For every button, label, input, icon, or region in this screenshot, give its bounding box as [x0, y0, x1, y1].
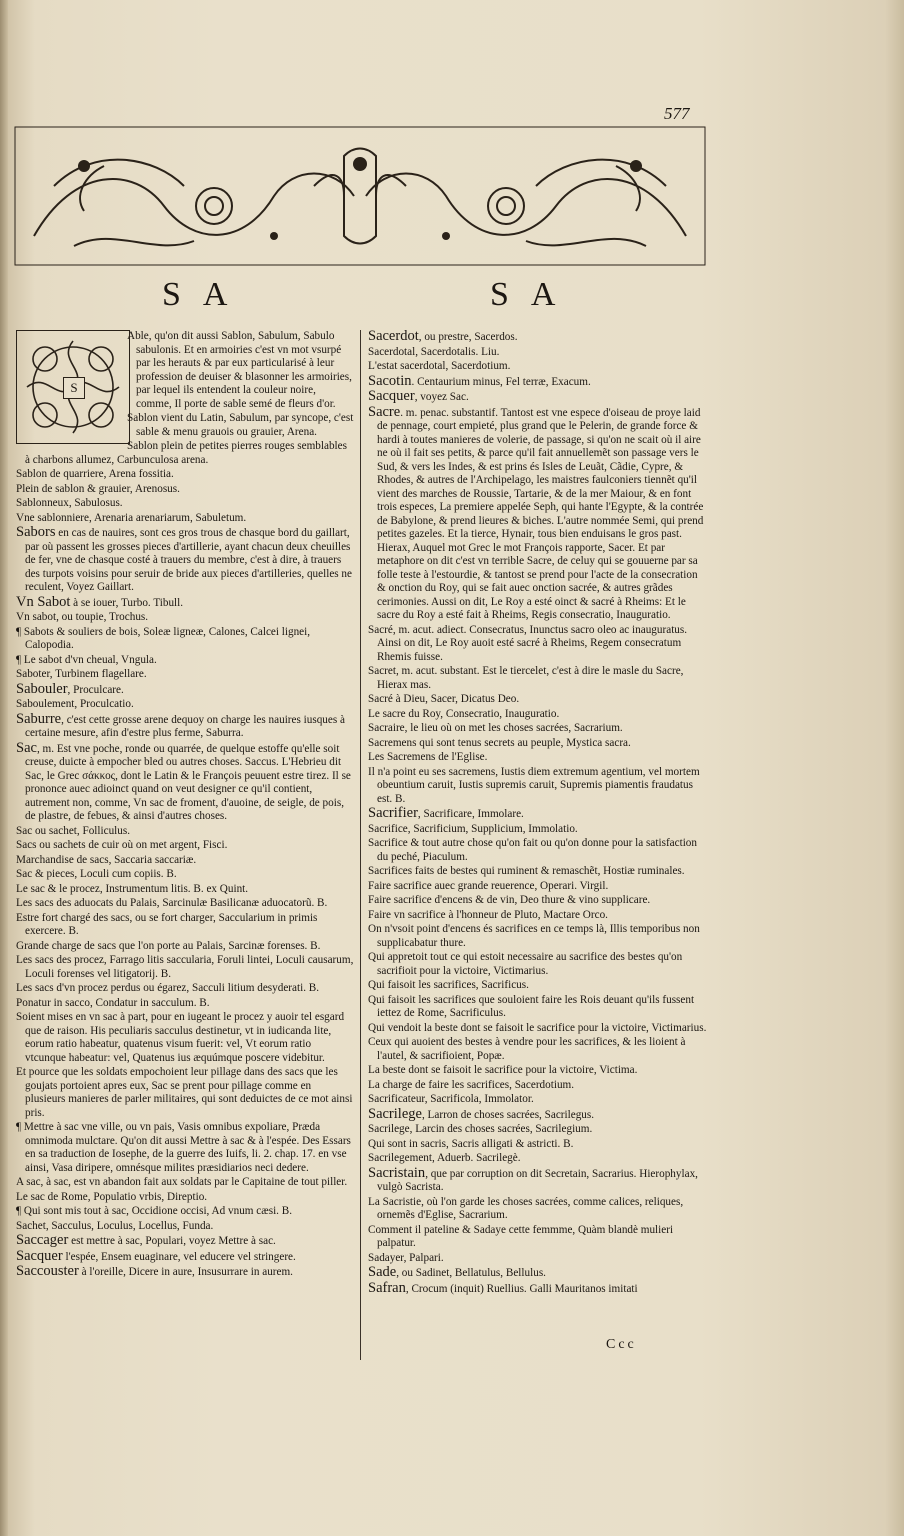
dictionary-entry [368, 693, 708, 707]
entry-text: Sacrilegement, Aduerb. Sacrilegè. [368, 1152, 521, 1164]
entry-text: Marchandise de sacs, Saccaria saccariæ. [16, 853, 197, 866]
entry-text: Sacs ou sachets de cuir où on met argent, Fisci. [16, 839, 228, 851]
entry-text: Sablon plein de petites pierres rouges semblables à charbons allumez, Carbunculosa arena. [25, 440, 347, 466]
dictionary-entry [368, 823, 708, 837]
dictionary-entry [368, 665, 708, 692]
dictionary-entry [16, 1234, 354, 1249]
dictionary-entry [16, 611, 354, 625]
entry-text: , Larron de choses sacrées, Sacrilegus. [421, 1108, 595, 1121]
dictionary-entry [368, 751, 708, 765]
entry-text: l'espée, Ensem euaginare, vel educere vel stringere. [62, 1250, 296, 1263]
entry-text: est mettre à sac, Populari, voyez Mettre à sac. [68, 1235, 276, 1247]
dictionary-entry [368, 360, 708, 374]
dictionary-entry [16, 839, 354, 853]
dictionary-entry [16, 483, 354, 497]
entry-text: Et pource que les soldats empochoient leur pillage dans des sacs que les goujats portoient apres eux, Sac se prent pour pillage comme en plusieurs manieres de parler militaires, qui sont deduictes de ce mot ainsi pris. [16, 1066, 353, 1119]
entry-text: Sac ou sachet, Folliculus. [16, 824, 131, 837]
entry-headword: Sac [16, 739, 37, 756]
entry-text: , ou Sadinet, Bellatulus, Bellulus. [396, 1267, 546, 1279]
left-column [16, 330, 354, 1281]
dictionary-entry [16, 883, 354, 897]
dictionary-entry [368, 880, 708, 894]
dictionary-entry [16, 1011, 354, 1065]
page-gutter [0, 0, 8, 1536]
dictionary-entry [368, 1036, 708, 1063]
entry-text: Qui faisoit les sacrifices, Sacrificus. [368, 979, 529, 991]
entry-text: Sac & pieces, Loculi cum copiis. B. [16, 868, 177, 880]
entry-text: Faire vn sacrifice à l'honneur de Pluto, Mactare Orco. [368, 908, 608, 921]
column-divider [360, 330, 361, 1360]
entry-text: ¶ Mettre à sac vne ville, ou vn pais, Vasis omnibus expoliare, Præda omnimoda mulctare. Qu'on dit aussi Mettre à sac & à l'espée. Des Essars en sa traduction de Iosephe, de la guerre des Iuifs, li. 2. chap. 17. en vse ainsi, Vasa diripere, omnésque milites præsidiarios neci dedere. [16, 1121, 351, 1174]
entry-text: Qui sont in sacris, Sacris alligati & astricti. B. [368, 1137, 574, 1150]
entry-headword: Sacristain [368, 1164, 426, 1181]
dictionary-entry [368, 390, 708, 405]
entry-text: Sadayer, Palpari. [368, 1251, 444, 1264]
entry-text: en cas de nauires, sont ces gros trous de chasque bord du gaillart, par où passent les grosses pieces d'artillerie, ayant chacun deux cheuilles de fer, vne de chasque costé à trauers du membre, c'est à dire, à trauers des turpots voisins pour seruir de bride aux pieces d'artilleries, quelles ne reculent, Voyez Gaillart. [25, 527, 352, 593]
dictionary-entry [368, 1022, 708, 1036]
entry-text: Sacerdotal, Sacerdotalis. Liu. [368, 345, 500, 358]
entry-text: Il n'a point eu ses sacremens, Iustis diem extremum agentium, vel mortem obeuntium caruit, Iustis supremis caruit, Supremis piamentis fraudatus est. B. [368, 765, 700, 805]
dictionary-entry [368, 1164, 708, 1195]
signature-mark: Ccc [606, 1337, 637, 1352]
entry-headword: Sacrilege [368, 1105, 422, 1122]
dictionary-entry [368, 766, 708, 807]
entry-text: Able, qu'on dit aussi Sablon, Sabulum, Sabulo sabulonis. Et en armoiries c'est vn mot vsurpé par les herauts & par eux particularisé à leur profession de deuiser & blasonner les armoiries, par lequel ils entendent la couleur noire, comme, Il porte de sable semé de fleurs d'or. [127, 330, 352, 410]
entry-text: Ponatur in sacco, Condatur in sacculum. B. [16, 996, 210, 1009]
entry-text: Plein de sablon & grauier, Arenosus. [16, 482, 180, 495]
dictionary-entry [16, 1265, 354, 1280]
entry-text: Sacrifice, Sacrificium, Supplicium, Immolatio. [368, 822, 578, 835]
dictionary-entry [16, 868, 354, 882]
dictionary-entry [368, 403, 708, 623]
dictionary-entry [16, 997, 354, 1011]
dictionary-entry [368, 894, 708, 908]
entry-text: Saboulement, Proculcatio. [16, 698, 134, 710]
dictionary-entry [368, 372, 708, 390]
dictionary-entry [16, 497, 354, 511]
column-heading-left: SA [162, 276, 250, 313]
entry-text: Les sacs d'vn procez perdus ou égarez, Sacculi litium desyderati. B. [16, 982, 320, 994]
entry-headword: Sacre [368, 403, 401, 420]
dictionary-entry [368, 837, 708, 864]
entry-text: Qui appretoit tout ce qui estoit necessaire au sacrifice des bestes qu'on sacrifioit pour la victoire, Victimarius. [368, 951, 683, 977]
dictionary-entry [16, 1066, 354, 1120]
entry-headword: Saburre [16, 710, 62, 727]
dictionary-entry [368, 1266, 708, 1281]
entry-text: à l'oreille, Dicere in aure, Insusurrare in aurem. [78, 1266, 293, 1278]
entry-text: La beste dont se faisoit le sacrifice pour la victoire, Victima. [368, 1064, 638, 1076]
entry-text: ¶ Sabots & souliers de bois, Soleæ ligneæ, Calones, Calcei lignei, Calopodia. [16, 625, 311, 651]
dictionary-entry [16, 1220, 354, 1234]
entry-headword: Sabors [16, 524, 56, 540]
entry-text: Sablonneux, Sabulosus. [16, 497, 123, 509]
dictionary-entry [16, 626, 354, 653]
entry-headword: Sacquer [368, 388, 415, 404]
dictionary-entry [368, 1138, 708, 1152]
entry-text: Ceux qui auoient des bestes à vendre pour les sacrifices, & les lioient à l'autel, & sacrifioient, Popæ. [368, 1036, 686, 1062]
entry-headword: Saccager [16, 1232, 69, 1248]
dictionary-entry [16, 912, 354, 939]
dictionary-entry [368, 330, 708, 345]
page-number: 577 [664, 104, 690, 123]
entry-text: Sablon de quarriere, Arena fossitia. [16, 468, 174, 480]
entry-text: Sachet, Sacculus, Loculus, Locellus, Funda. [16, 1219, 214, 1232]
dictionary-entry [16, 1191, 354, 1205]
entry-headword: Sacquer [16, 1247, 63, 1264]
entry-text: Les Sacremens de l'Eglise. [368, 751, 488, 763]
entry-text: Estre fort chargé des sacs, ou se fort charger, Saccularium in primis exercere. B. [16, 911, 318, 937]
dictionary-entry [16, 854, 354, 868]
entry-text: , m. Est vne poche, ronde ou quarrée, de quelque estoffe qu'elle soit creuse, duicte à empocher bled ou autres choses. Saccus. L'Hebrieu dit Sac, le Grec σάκκος, dont le Latin & le François peuuent estre tirez. Il se prononce auec adioinct quand on veut designer ce qu'il contient, autrement non, comme, Vn sac de froment, d'auoine, de seigle, de pois, de plastre, de febues, & ainsi d'autres choses. [25, 742, 351, 822]
dictionary-entry [368, 865, 708, 879]
entry-text: , ou prestre, Sacerdos. [418, 331, 518, 343]
dictionary-entry [16, 739, 354, 824]
dictionary-entry [368, 346, 708, 360]
dictionary-entry [368, 1279, 708, 1297]
entry-text: , Crocum (inquit) Ruellius. Galli Mauritanos imitati [405, 1282, 638, 1295]
entry-headword: Sabouler [16, 680, 68, 697]
entry-text: Sacret, m. acut. substant. Est le tiercelet, c'est à dire le masle du Sacre, Hierax mas. [368, 665, 684, 691]
right-column [368, 330, 708, 1297]
dictionary-entry [368, 951, 708, 978]
dictionary-entry [368, 624, 708, 665]
entry-text: Saboter, Turbinem flagellare. [16, 668, 147, 680]
dictionary-entry [16, 468, 354, 482]
column-heading-right: SA [490, 276, 578, 313]
entry-text: La charge de faire les sacrifices, Sacerdotium. [368, 1078, 575, 1091]
entry-text: Comment il pateline & Sadaye cette femmme, Quàm blandè mulieri palpatur. [368, 1223, 674, 1249]
dictionary-entry [368, 807, 708, 822]
entry-text: ¶ Qui sont mis tout à sac, Occidione occisi, Ad vnum cæsi. B. [16, 1205, 293, 1217]
entry-text: Le sacre du Roy, Consecratio, Inauguratio. [368, 707, 560, 720]
entry-text: , que par corruption on dit Secretain, Sacrarius. Hierophylax, vulgò Sacrista. [377, 1167, 698, 1193]
right-entries [368, 330, 708, 1296]
entry-text: ¶ Le sabot d'vn cheual, Vngula. [16, 653, 157, 666]
dictionary-entry [16, 440, 354, 467]
decorated-initial [16, 330, 130, 444]
left-entries [16, 330, 354, 1280]
entry-headword: Saccouster [16, 1263, 79, 1279]
dictionary-entry [368, 737, 708, 751]
dictionary-entry [368, 1123, 708, 1137]
entry-text: Qui faisoit les sacrifices que souloient faire les Rois deuant qu'ils fussent iettez de Rome, Sacrificulus. [368, 993, 695, 1019]
entry-text: Vne sablonniere, Arenaria arenariarum, Sabuletum. [16, 511, 247, 524]
dictionary-entry [16, 954, 354, 981]
dictionary-entry [16, 1247, 354, 1265]
entry-headword: Sacrifier [368, 805, 418, 821]
entry-text: Sablon vient du Latin, Sabulum, par syncope, c'est sable & menu grauois ou grauier, Arena. [127, 412, 354, 438]
dictionary-entry [16, 825, 354, 839]
dictionary-entry [16, 1205, 354, 1219]
dictionary-entry [368, 722, 708, 736]
entry-text: à se iouer, Turbo. Tibull. [70, 596, 184, 609]
entry-headword: Sacotin [368, 372, 412, 389]
entry-headword: Vn Sabot [16, 593, 71, 610]
dictionary-entry [368, 979, 708, 993]
dictionary-entry [16, 593, 354, 611]
entry-text: Faire sacrifice auec grande reuerence, Operari. Virgil. [368, 879, 609, 892]
dictionary-entry [368, 1064, 708, 1078]
dictionary-entry [16, 710, 354, 741]
entry-text: Sacré à Dieu, Sacer, Dicatus Deo. [368, 693, 520, 705]
dictionary-entry [368, 1196, 708, 1223]
entry-text: Sacrificateur, Sacrificola, Immolator. [368, 1093, 534, 1105]
dictionary-entry [368, 1152, 708, 1166]
dictionary-entry [368, 1105, 708, 1123]
entry-text: . m. penac. substantif. Tantost est vne espece d'oiseau de proye laid de pennage, court empieté, plus grand que le Pelerin, de grande force & hardi à toutes manieres de volerie, de passage, si qu'on ne scait où il aire ne où il fait ses petits, & parce qu'il fait annuellemẽt son passage vers le Sud, & vers les Indes, & est prins és Isles de Leuãt, Cãdie, Cypre, & Rhodes, & autres de l'Archipelago, les maistres faulconiers tiennẽt qu'il vient des marches de Roussie, Tartarie, & de la mer Maiour, & en font trois especes, La premiere appelée Seph, qui hante l'Egypte, & la contrée de Babylone, & prend lieures & biches. L'autre nommée Semi, qui prend petites gazeles. Et la tierce, Hynair, tous bien enduisans le gros past. Hierax, Auquel mot Grec le mot François rapporte, Sacer. Et par metaphore on dit c'est vn terrible Sacre, de celuy qui se gouuerne par sa folle teste à l'estourdie, & tantost se prend pour l'acte de la consecration & onction du Roy, qui se fait auec onction sacrée, & autres grãdes cerimonies. Aussi on dit, Le Roy a esté oinct & sacré à Rheims: Et le sacre du Roy a esté fait à Rheims, Regis consecratio, Inauguratio. [377, 406, 704, 621]
entry-text: , voyez Sac. [414, 391, 469, 403]
dictionary-entry [368, 1079, 708, 1093]
dictionary-entry [16, 680, 354, 698]
entry-text: , Sacrificare, Immolare. [417, 808, 524, 820]
entry-text: Sacrifices faits de bestes qui ruminent & remaschẽt, Hostiæ ruminales. [368, 865, 685, 877]
entry-text: Faire sacrifice d'encens & de vin, Deo thure & vino supplicare. [368, 894, 651, 906]
entry-text: Qui vendoit la beste dont se faisoit le sacrifice pour la victoire, Victimarius. [368, 1021, 707, 1034]
dictionary-entry [16, 512, 354, 526]
entry-text: . Centaurium minus, Fel terræ, Exacum. [411, 375, 591, 388]
entry-text: Le sac de Rome, Populatio vrbis, Direptio. [16, 1190, 208, 1203]
ornamental-headpiece [14, 126, 706, 266]
entry-text: On n'vsoit point d'encens és sacrifices en ce temps là, Illis temporibus non supplicabatur thure. [368, 923, 700, 949]
dictionary-entry [16, 982, 354, 996]
entry-text: Sacrilege, Larcin des choses sacrées, Sacrilegium. [368, 1123, 593, 1135]
dictionary-entry [368, 923, 708, 950]
entry-text: Les sacs des procez, Farrago litis saccularia, Foruli lintei, Loculi causarum, Loculi forenses vel litigatorij. B. [16, 954, 354, 980]
entry-text: Sacremens qui sont tenus secrets au peuple, Mystica sacra. [368, 736, 631, 749]
entry-text: Sacré, m. acut. adiect. Consecratus, Inunctus sacro oleo ac inauguratus. Ainsi on dit, Le Roy auoit esté sacré à Rheims, Regem consecratum Rhemis fuisse. [368, 623, 688, 663]
initial-letter: S [63, 377, 85, 399]
entry-text: , c'est cette grosse arene dequoy on charge les nauires iusques à certaine mesure, afin d'estre plus ferme, Saburra. [25, 713, 345, 739]
dictionary-entry [16, 897, 354, 911]
entry-text: Sacrifice & tout autre chose qu'on fait ou qu'on donne pour la satisfaction du peché, Piaculum. [368, 837, 697, 863]
entry-text: Le sac & le procez, Instrumentum litis. B. ex Quint. [16, 882, 249, 895]
entry-text: Vn sabot, ou toupie, Trochus. [16, 611, 149, 623]
entry-headword: Sade [368, 1264, 397, 1280]
entry-text: Soient mises en vn sac à part, pour en iugeant le procez y auoir tel esgard que de raison. His peculiaris sacculus destinetur, vt in iudicanda lite, eorum ratio habeatur, quatenus visum fuerit: vel, Vt eorum ratio vtcunque habeatur: vel, Quatenus ius æquúmque poscere videbitur. [16, 1011, 345, 1064]
dictionary-entry [368, 708, 708, 722]
entry-text: L'estat sacerdotal, Sacerdotium. [368, 360, 511, 372]
entry-text: La Sacristie, où l'on garde les choses sacrées, comme calices, reliques, ornemẽs d'Eglise, Sacrarium. [368, 1195, 684, 1221]
dictionary-entry [368, 1252, 708, 1266]
entry-text: , Proculcare. [67, 683, 124, 696]
entry-text: Les sacs des aduocats du Palais, Sarcinulæ Basilicanæ aduocatorũ. B. [16, 897, 328, 909]
dictionary-entry [16, 1176, 354, 1190]
entry-text: A sac, à sac, est vn abandon fait aux soldats par le Capitaine de tout piller. [16, 1176, 348, 1188]
dictionary-entry [16, 1121, 354, 1175]
dictionary-entry [368, 1224, 708, 1251]
dictionary-entry [368, 1093, 708, 1107]
entry-headword: Sacerdot [368, 328, 419, 344]
dictionary-entry [368, 909, 708, 923]
entry-text: Grande charge de sacs que l'on porte au Palais, Sarcinæ forenses. B. [16, 939, 321, 952]
dictionary-entry [16, 698, 354, 712]
dictionary-entry [16, 940, 354, 954]
entry-headword: Safran [368, 1279, 406, 1296]
entry-text: Sacraire, le lieu où on met les choses sacrées, Sacrarium. [368, 722, 623, 734]
dictionary-entry [16, 654, 354, 668]
dictionary-entry [16, 526, 354, 595]
dictionary-entry [368, 994, 708, 1021]
dictionary-entry [16, 668, 354, 682]
